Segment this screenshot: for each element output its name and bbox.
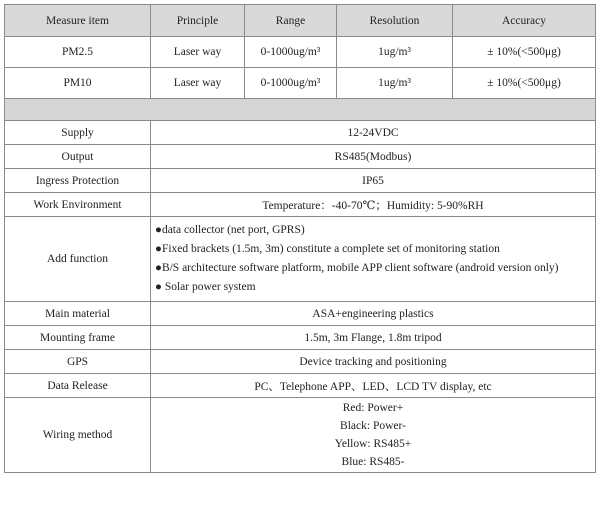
spec-value: RS485(Modbus) <box>151 145 596 169</box>
header-resolution: Resolution <box>337 5 453 37</box>
spec-value: 1.5m, 3m Flange, 1.8m tripod <box>151 326 596 350</box>
spec-label: Mounting frame <box>5 326 151 350</box>
measure-item-cell: PM10 <box>5 68 151 99</box>
spec-value: 12-24VDC <box>151 121 596 145</box>
principle-cell: Laser way <box>151 37 245 68</box>
table-row <box>5 374 596 398</box>
resolution-cell: 1ug/m³ <box>337 37 453 68</box>
range-cell: 0-1000ug/m³ <box>245 37 337 68</box>
table-row <box>5 121 596 145</box>
range-cell: 0-1000ug/m³ <box>245 68 337 99</box>
list-item: ●Fixed brackets (1.5m, 3m) constitute a complete set of monitoring station <box>155 243 500 255</box>
header-row <box>5 5 596 37</box>
spec-value: IP65 <box>151 169 596 193</box>
table-row <box>5 326 596 350</box>
header-principle: Principle <box>151 5 245 37</box>
table-row <box>5 302 596 326</box>
spec-label: Add function <box>5 217 151 302</box>
header-accuracy: Accuracy <box>453 5 596 37</box>
spec-table <box>4 4 596 473</box>
list-item: ●B/S architecture software platform, mobile APP client software (android version only) <box>155 262 559 274</box>
spec-label: Ingress Protection <box>5 169 151 193</box>
spec-value: Device tracking and positioning <box>151 350 596 374</box>
spec-label: Data Release <box>5 374 151 398</box>
spec-value: Temperature：-40-70℃；Humidity: 5-90%RH <box>151 193 596 217</box>
list-item: Black: Power- <box>340 420 406 432</box>
list-item: Blue: RS485- <box>341 456 405 468</box>
accuracy-cell: ± 10%(<500μg) <box>453 37 596 68</box>
table-row <box>5 37 596 68</box>
list-item: ●data collector (net port, GPRS) <box>155 224 305 236</box>
section-divider <box>5 99 596 121</box>
list-item: Yellow: RS485+ <box>334 438 412 450</box>
table-row <box>5 145 596 169</box>
section-divider-row <box>5 99 596 121</box>
spec-label: GPS <box>5 350 151 374</box>
resolution-cell: 1ug/m³ <box>337 68 453 99</box>
table-row <box>5 350 596 374</box>
header-measure-item: Measure item <box>5 5 151 37</box>
spec-label: Output <box>5 145 151 169</box>
add-function-list <box>151 217 596 302</box>
measure-item-cell: PM2.5 <box>5 37 151 68</box>
spec-value: PC、Telephone APP、LED、LCD TV display, etc <box>151 374 596 398</box>
table-row <box>5 68 596 99</box>
table-row <box>5 398 596 473</box>
wiring-list <box>151 398 596 473</box>
spec-label: Work Environment <box>5 193 151 217</box>
accuracy-cell: ± 10%(<500μg) <box>453 68 596 99</box>
list-item: ● Solar power system <box>155 281 256 293</box>
header-range: Range <box>245 5 337 37</box>
table-row <box>5 193 596 217</box>
spec-label: Main material <box>5 302 151 326</box>
spec-label: Supply <box>5 121 151 145</box>
spec-label: Wiring method <box>5 398 151 473</box>
spec-value: ASA+engineering plastics <box>151 302 596 326</box>
table-row <box>5 217 596 302</box>
table-row <box>5 169 596 193</box>
principle-cell: Laser way <box>151 68 245 99</box>
list-item: Red: Power+ <box>342 402 404 414</box>
